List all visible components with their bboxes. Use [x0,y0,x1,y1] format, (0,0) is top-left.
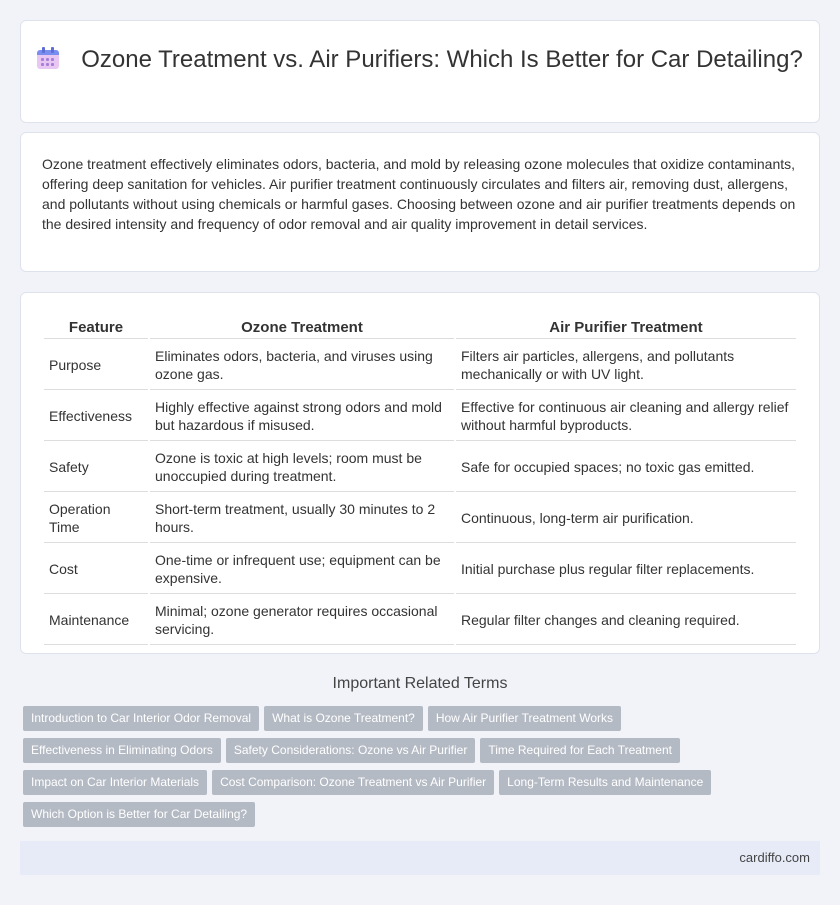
ozone-cell: Eliminates odors, bacteria, and viruses using ozone gas. [150,341,454,390]
comparison-table [42,315,798,647]
ozone-cell: Short-term treatment, usually 30 minutes to 2 hours. [150,494,454,543]
ozone-cell: One-time or infrequent use; equipment can be expensive. [150,545,454,594]
air-purifier-cell: Initial purchase plus regular filter replacements. [456,545,796,594]
related-term-tag[interactable]: Impact on Car Interior Materials [23,770,207,795]
air-purifier-cell: Regular filter changes and cleaning required. [456,596,796,645]
page-title-wrap [21,45,819,75]
page-title: Ozone Treatment vs. Air Purifiers: Which Is Better for Car Detailing? [81,46,803,73]
related-term-tag[interactable]: Effectiveness in Eliminating Odors [23,738,221,763]
intro-card [20,132,820,272]
table-row [44,392,796,441]
header-air-purifier: Air Purifier Treatment [456,317,796,339]
feature-cell: Purpose [44,341,148,390]
related-term-tag[interactable]: What is Ozone Treatment? [264,706,423,731]
related-term-tag[interactable]: Long-Term Results and Maintenance [499,770,711,795]
feature-cell: Safety [44,443,148,492]
air-purifier-cell: Safe for occupied spaces; no toxic gas emitted. [456,443,796,492]
related-terms-list [23,706,823,834]
related-terms-heading: Important Related Terms [332,675,508,692]
related-term-tag[interactable]: How Air Purifier Treatment Works [428,706,621,731]
feature-cell: Operation Time [44,494,148,543]
footer-site-link[interactable]: cardiffo.com [739,850,810,865]
intro-paragraph: Ozone treatment effectively eliminates odors, bacteria, and mold by releasing ozone molecules that oxidize contaminants, offering deep sanitation for vehicles. Air purifier treatment continuously circulates and filters air, removing dust, allergens, and pollutants without using chemicals or harmful gases. Choosing between ozone and air purifier treatments depends on the desired intensity and frequency of odor removal and air quality improvement in detail services. [42,156,796,232]
air-purifier-cell: Continuous, long-term air purification. [456,494,796,543]
ozone-cell: Minimal; ozone generator requires occasional servicing. [150,596,454,645]
table-header-row [44,317,796,339]
table-row [44,341,796,390]
related-term-tag[interactable]: Time Required for Each Treatment [480,738,680,763]
header-feature: Feature [44,317,148,339]
ozone-cell: Highly effective against strong odors and mold but hazardous if misused. [150,392,454,441]
table-row [44,545,796,594]
feature-cell: Maintenance [44,596,148,645]
table-row [44,596,796,645]
comparison-card [20,292,820,654]
related-term-tag[interactable]: Cost Comparison: Ozone Treatment vs Air Purifier [212,770,494,795]
footer [20,841,820,875]
air-purifier-cell: Effective for continuous air cleaning and allergy relief without harmful byproducts. [456,392,796,441]
related-term-tag[interactable]: Which Option is Better for Car Detailing? [23,802,255,827]
table-row [44,443,796,492]
air-purifier-cell: Filters air particles, allergens, and pollutants mechanically or with UV light. [456,341,796,390]
calendar-icon [37,47,59,69]
ozone-cell: Ozone is toxic at high levels; room must be unoccupied during treatment. [150,443,454,492]
related-term-tag[interactable]: Introduction to Car Interior Odor Removal [23,706,259,731]
feature-cell: Cost [44,545,148,594]
related-term-tag[interactable]: Safety Considerations: Ozone vs Air Purifier [226,738,475,763]
title-card [20,20,820,123]
table-row [44,494,796,543]
header-ozone: Ozone Treatment [150,317,454,339]
feature-cell: Effectiveness [44,392,148,441]
